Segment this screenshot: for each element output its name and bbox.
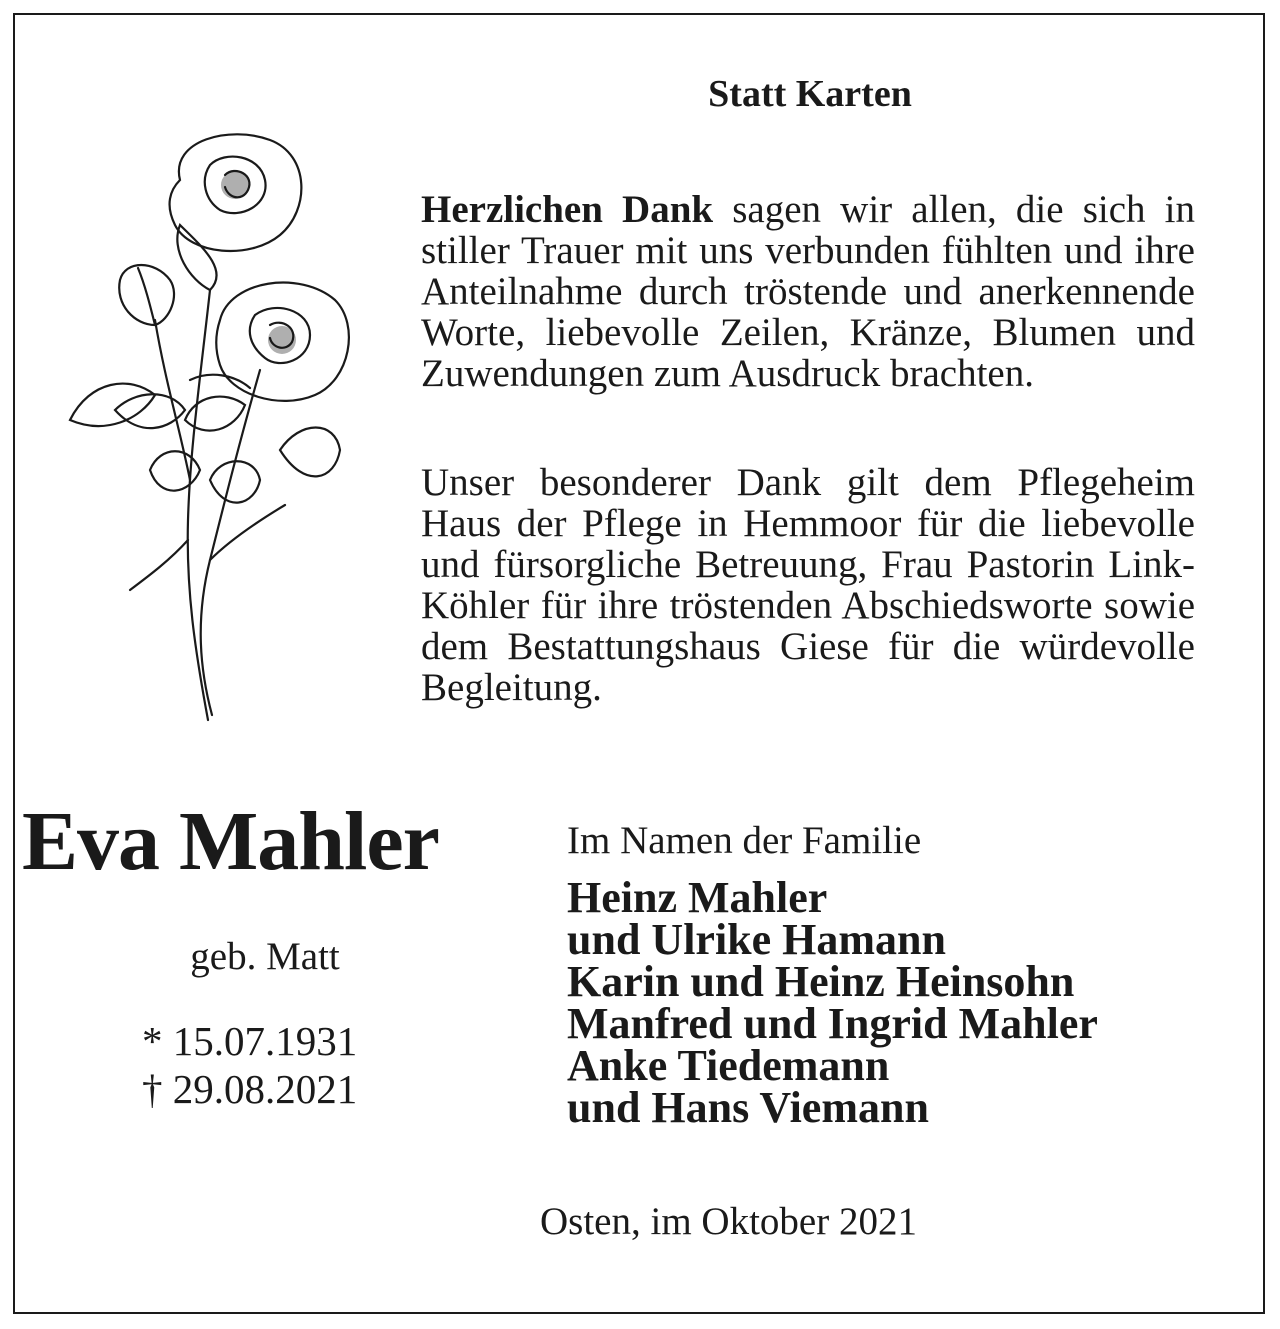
family-member: und Ulrike Hamann	[567, 915, 946, 964]
family-member: Karin und Heinz Heinsohn	[567, 957, 1075, 1006]
thanks-lead: Herzlichen Dank	[421, 188, 714, 231]
maiden-name: geb. Matt	[190, 935, 340, 978]
family-member: und Hans Viemann	[567, 1083, 929, 1132]
thanks-text: sagen wir allen, die sich in stiller Trauer mit uns verbunden fühlten und ihre Anteilnahme durch tröstende und anerkennende Worte, liebevolle Zeilen, Kränze, Blumen und Zuwendungen zum Ausdruck brachten.	[421, 188, 1195, 395]
birth-date: * 15.07.1931	[142, 1018, 358, 1064]
death-date: † 29.08.2021	[142, 1066, 358, 1112]
family-member: Anke Tiedemann	[567, 1041, 890, 1090]
life-dates	[142, 1017, 357, 1113]
rose-icon	[60, 120, 360, 730]
family-member: Heinz Mahler	[567, 873, 828, 922]
family-member: Manfred und Ingrid Mahler	[567, 999, 1098, 1048]
deceased-name: Eva Mahler	[22, 795, 439, 888]
family-intro: Im Namen der Familie	[567, 819, 922, 862]
page-title: Statt Karten	[708, 73, 912, 115]
special-thanks-paragraph: Unser besonderer Dank gilt dem Pflegeheim Haus der Pflege in Hemmoor für die liebevolle und fürsorgliche Betreuung, Frau Pastorin Link-Köhler für ihre tröstenden Abschiedsworte sowie dem Bestattungshaus Giese für die würdevolle Begleitung.	[421, 461, 1195, 709]
family-list	[567, 873, 1098, 1132]
thanks-paragraph	[421, 189, 1195, 394]
place-date: Osten, im Oktober 2021	[540, 1200, 917, 1243]
